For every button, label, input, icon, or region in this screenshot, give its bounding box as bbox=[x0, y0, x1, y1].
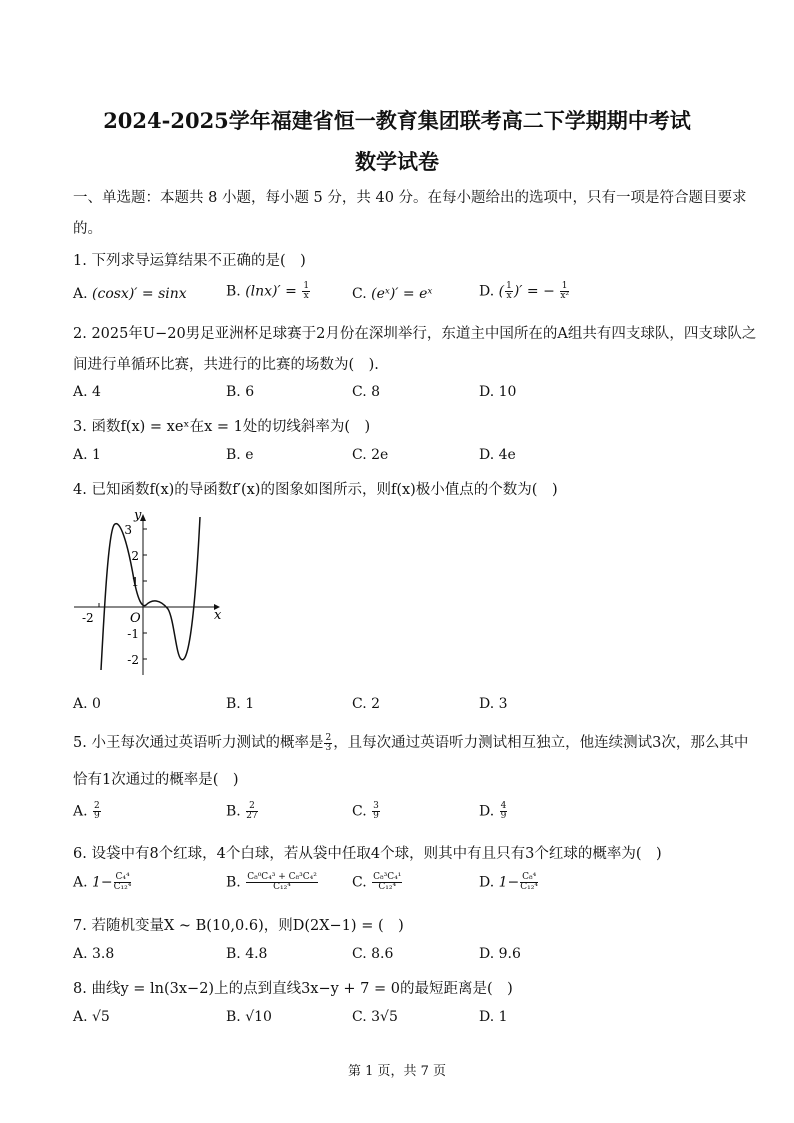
fraction bbox=[372, 873, 402, 892]
fraction bbox=[372, 802, 380, 821]
derivative-curve bbox=[101, 517, 200, 670]
numerator: 1 bbox=[303, 281, 310, 291]
q2-option-d: D. 10 bbox=[479, 384, 517, 400]
fraction bbox=[500, 802, 508, 821]
q5-stem-line2: 恰有1次通过的概率是( ) bbox=[73, 772, 239, 788]
page-footer: 第 1 页，共 7 页 bbox=[347, 1064, 447, 1079]
q2-option-c: C. 8 bbox=[352, 384, 381, 400]
option-text: (cosx)′ = sinx bbox=[92, 286, 187, 302]
q5-option-a bbox=[73, 802, 102, 821]
option-label: D. bbox=[479, 283, 495, 300]
q4-option-d: D. 3 bbox=[479, 696, 508, 712]
denominator: 3 bbox=[325, 742, 332, 753]
numerator: C₈⁴ bbox=[522, 872, 537, 882]
numerator: 2 bbox=[94, 801, 100, 811]
q1-stem: 1. 下列求导运算结果不正确的是( ) bbox=[73, 253, 306, 269]
option-label: D. bbox=[479, 874, 495, 891]
fraction bbox=[302, 282, 310, 301]
y-tick-label: 2 bbox=[131, 549, 139, 563]
q4-option-c: C. 2 bbox=[352, 696, 381, 712]
fraction bbox=[246, 873, 318, 892]
stem-text: 5. 小王每次通过英语听力测试的概率是 bbox=[73, 735, 324, 751]
option-text: 1− bbox=[498, 874, 520, 891]
q7-option-d: D. 9.6 bbox=[479, 946, 521, 962]
q7-stem: 7. 若随机变量X ~ B(10,0.6)，则D(2X−1) = ( ) bbox=[73, 918, 404, 934]
numerator: C₈⁰C₄³ + C₈³C₄² bbox=[247, 872, 317, 882]
numerator: 1 bbox=[561, 281, 568, 291]
q2-option-b: B. 6 bbox=[226, 384, 255, 400]
denominator: x bbox=[506, 291, 512, 301]
denominator: C₁₂⁴ bbox=[273, 882, 291, 892]
numerator: 2 bbox=[325, 732, 332, 743]
denominator: C₁₂⁴ bbox=[520, 882, 538, 892]
q5-stem-line1 bbox=[73, 731, 748, 753]
numerator: 1 bbox=[506, 281, 512, 291]
y-tick-label: 1 bbox=[131, 575, 139, 589]
fraction bbox=[93, 802, 101, 821]
option-label: D. bbox=[479, 803, 495, 820]
y-axis-label: y bbox=[134, 508, 142, 523]
q6-stem: 6. 设袋中有8个红球，4个白球，若从袋中任取4个球，则其中有且只有3个红球的概率为( ) bbox=[73, 846, 662, 862]
origin-label: O bbox=[130, 611, 141, 626]
q6-option-c bbox=[352, 873, 403, 892]
derivative-graph bbox=[68, 505, 228, 680]
q8-option-c: C. 3√5 bbox=[352, 1009, 398, 1025]
fraction bbox=[505, 282, 513, 301]
option-text: )′ = − bbox=[513, 283, 555, 300]
denominator: 9 bbox=[500, 811, 507, 821]
fraction bbox=[520, 873, 538, 892]
q1-option-c bbox=[352, 286, 432, 302]
q6-option-d bbox=[479, 873, 539, 892]
exam-title: 2024-2025学年福建省恒一教育集团联考高二下学期期中考试 bbox=[103, 108, 691, 133]
x-axis-label: x bbox=[214, 608, 222, 623]
q4-option-a: A. 0 bbox=[73, 696, 101, 712]
option-text: (eˣ)′ = eˣ bbox=[371, 286, 433, 302]
option-label: A. bbox=[73, 286, 88, 302]
numerator: 4 bbox=[500, 801, 507, 811]
q3-option-d: D. 4e bbox=[479, 447, 516, 463]
q6-option-a bbox=[73, 873, 132, 892]
q8-stem: 8. 曲线y = ln(3x−2)上的点到直线3x−y + 7 = 0的最短距离是( ) bbox=[73, 981, 513, 997]
fraction bbox=[324, 734, 332, 753]
y-tick-label: -1 bbox=[127, 627, 139, 641]
numerator: C₄⁴ bbox=[115, 872, 130, 882]
q5-option-b bbox=[226, 802, 259, 821]
denominator: C₁₂⁴ bbox=[113, 882, 132, 892]
q1-option-a bbox=[73, 286, 187, 302]
q3-option-b: B. e bbox=[226, 447, 254, 463]
option-text: (lnx)′ = bbox=[245, 283, 297, 300]
option-label: B. bbox=[226, 803, 241, 820]
q1-option-d: D. ( $\frac{1}{x}$ )′ = − $\frac{1}{\text{x²}}$ bbox=[479, 281, 569, 301]
y-tick-label: -2 bbox=[127, 653, 139, 667]
q5-option-c bbox=[352, 802, 381, 821]
q4-stem: 4. 已知函数f(x)的导函数f′(x)的图象如图所示，则f(x)极小值点的个数为( ) bbox=[73, 482, 558, 498]
denominator: 27 bbox=[246, 811, 258, 821]
denominator: C₁₂⁴ bbox=[378, 882, 397, 892]
fraction bbox=[560, 282, 569, 301]
q3-stem: 3. 函数f(x) = xeˣ在x = 1处的切线斜率为( ) bbox=[73, 419, 371, 435]
option-label: C. bbox=[352, 803, 367, 820]
fraction bbox=[114, 873, 132, 892]
q7-option-a: A. 3.8 bbox=[73, 946, 115, 962]
option-label: C. bbox=[352, 286, 367, 302]
q8-option-a: A. √5 bbox=[73, 1009, 110, 1025]
q6-option-b bbox=[226, 873, 319, 892]
option-label: B. bbox=[226, 283, 241, 300]
q1-option-b bbox=[226, 282, 311, 301]
denominator: x bbox=[303, 291, 309, 301]
numerator: 3 bbox=[373, 801, 379, 811]
denominator: 9 bbox=[94, 811, 100, 821]
q2-stem-line1: 2. 2025年U−20男足亚洲杯足球赛于2月份在深圳举行，东道主中国所在的A组共有四支球队，四支球队之 bbox=[73, 326, 757, 342]
option-text: 1− bbox=[92, 874, 113, 891]
q4-option-b: B. 1 bbox=[226, 696, 255, 712]
option-label: B. bbox=[226, 874, 241, 891]
y-tick-label: 3 bbox=[124, 523, 132, 537]
q2-stem-line2: 间进行单循环比赛，共进行的比赛的场数为( ). bbox=[73, 357, 379, 373]
q7-option-c: C. 8.6 bbox=[352, 946, 394, 962]
q2-option-a: A. 4 bbox=[73, 384, 101, 400]
q7-option-b: B. 4.8 bbox=[226, 946, 268, 962]
option-label: A. bbox=[73, 803, 88, 820]
numerator: 2 bbox=[246, 802, 257, 812]
q3-option-a: A. 1 bbox=[73, 447, 101, 463]
section-heading-line2: 的。 bbox=[73, 221, 102, 237]
q8-option-d: D. 1 bbox=[479, 1009, 508, 1025]
option-label: A. bbox=[73, 874, 88, 891]
denominator: x² bbox=[560, 291, 569, 301]
q5-option-d bbox=[479, 802, 508, 821]
numerator: C₈³C₄¹ bbox=[373, 872, 402, 882]
exam-subtitle: 数学试卷 bbox=[355, 149, 439, 174]
option-label: C. bbox=[352, 874, 367, 891]
section-heading-line1: 一、单选题：本题共 8 小题，每小题 5 分，共 40 分。在每小题给出的选项中，只有一项是符合题目要求 bbox=[73, 190, 747, 206]
stem-text: ，且每次通过英语听力测试相互独立，他连续测试3次，那么其中 bbox=[333, 735, 749, 751]
x-tick-label: -2 bbox=[82, 611, 94, 625]
fraction bbox=[246, 802, 257, 821]
denominator: 9 bbox=[373, 811, 379, 821]
q8-option-b: B. √10 bbox=[226, 1009, 272, 1025]
q3-option-c: C. 2e bbox=[352, 447, 389, 463]
